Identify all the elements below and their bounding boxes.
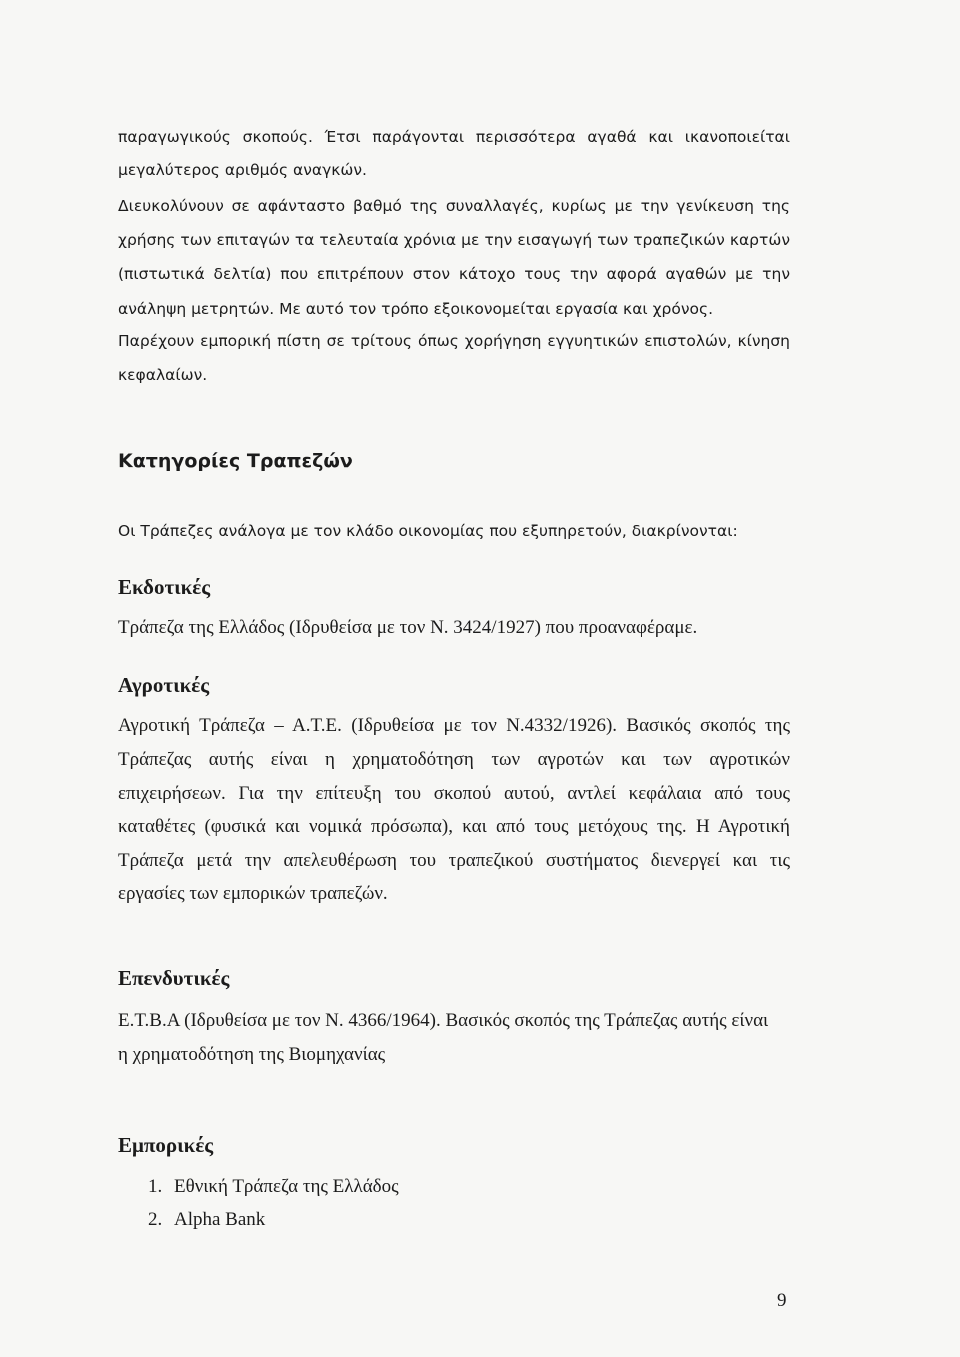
list-item <box>148 1176 399 1198</box>
intro-line-8: κεφαλαίων. <box>118 366 208 384</box>
list-item <box>148 1209 265 1231</box>
heading-agrotikes: Αγροτικές <box>118 673 210 697</box>
ekdotikes-text: Τράπεζα της Ελλάδος (Ιδρυθείσα με τον Ν. 3424/1927) που προαναφέραμε. <box>118 617 698 638</box>
list-item-number: 2. <box>148 1209 163 1230</box>
section-title: Κατηγορίες Τραπεζών <box>118 450 353 472</box>
list-item-label: Alpha Bank <box>174 1209 266 1230</box>
intro-line-4: χρήσης των επιταγών τα τελευταία χρόνια με την εισαγωγή των τραπεζικών καρτών <box>118 231 790 249</box>
agrotikes-line-6: εργασίες των εμπορικών τραπεζών. <box>118 883 388 904</box>
intro-line-5: (πιστωτικά δελτία) που επιτρέπουν στον κάτοχο τους την αφορά αγαθών με την <box>118 265 790 283</box>
heading-emporikes: Εμπορικές <box>118 1133 214 1157</box>
intro-line-6: ανάληψη μετρητών. Με αυτό τον τρόπο εξοικονομείται εργασία και χρόνος. <box>118 300 714 318</box>
list-item-number: 1. <box>148 1176 163 1197</box>
intro-line-2: μεγαλύτερος αριθμός αναγκών. <box>118 161 367 179</box>
agrotikes-line-5: Τράπεζα μετά την απελευθέρωση του τραπεζικού συστήματος διενεργεί και τις <box>118 850 790 871</box>
page-number: 9 <box>777 1290 787 1311</box>
intro-line-1: παραγωγικούς σκοπούς. Έτσι παράγονται περισσότερα αγαθά και ικανοποιείται <box>118 128 790 146</box>
ependytikes-line-1: Ε.Τ.Β.Α (Ιδρυθείσα με τον Ν. 4366/1964). Βασικός σκοπός της Τράπεζας αυτής είναι <box>118 1010 769 1031</box>
intro-line-3: Διευκολύνουν σε αφάνταστο βαθμό της συναλλαγές, κυρίως με την γενίκευση της <box>118 197 790 215</box>
ependytikes-line-2: η χρηματοδότηση της Βιομηχανίας <box>118 1044 386 1065</box>
agrotikes-line-1: Αγροτική Τράπεζα – Α.Τ.Ε. (Ιδρυθείσα με τον Ν.4332/1926). Βασικός σκοπός της <box>118 715 790 736</box>
agrotikes-line-3: επιχειρήσεων. Για την επίτευξη του σκοπού αυτού, αντλεί κεφάλαια από τους <box>118 783 790 804</box>
agrotikes-line-2: Τράπεζας αυτής είναι η χρηματοδότηση των αγροτών και των αγροτικών <box>118 749 790 770</box>
agrotikes-line-4: καταθέτες (φυσικά και νομικά πρόσωπα), και από τους μετόχους της. Η Αγροτική <box>118 816 790 837</box>
intro-line-7: Παρέχουν εμπορική πίστη σε τρίτους όπως χορήγηση εγγυητικών επιστολών, κίνηση <box>118 332 790 350</box>
section-intro: Οι Τράπεζες ανάλογα με τον κλάδο οικονομίας που εξυπηρετούν, διακρίνονται: <box>118 522 738 540</box>
heading-ekdotikes: Εκδοτικές <box>118 575 211 599</box>
list-item-label: Εθνική Τράπεζα της Ελλάδος <box>174 1176 399 1197</box>
heading-ependytikes: Επενδυτικές <box>118 966 230 990</box>
